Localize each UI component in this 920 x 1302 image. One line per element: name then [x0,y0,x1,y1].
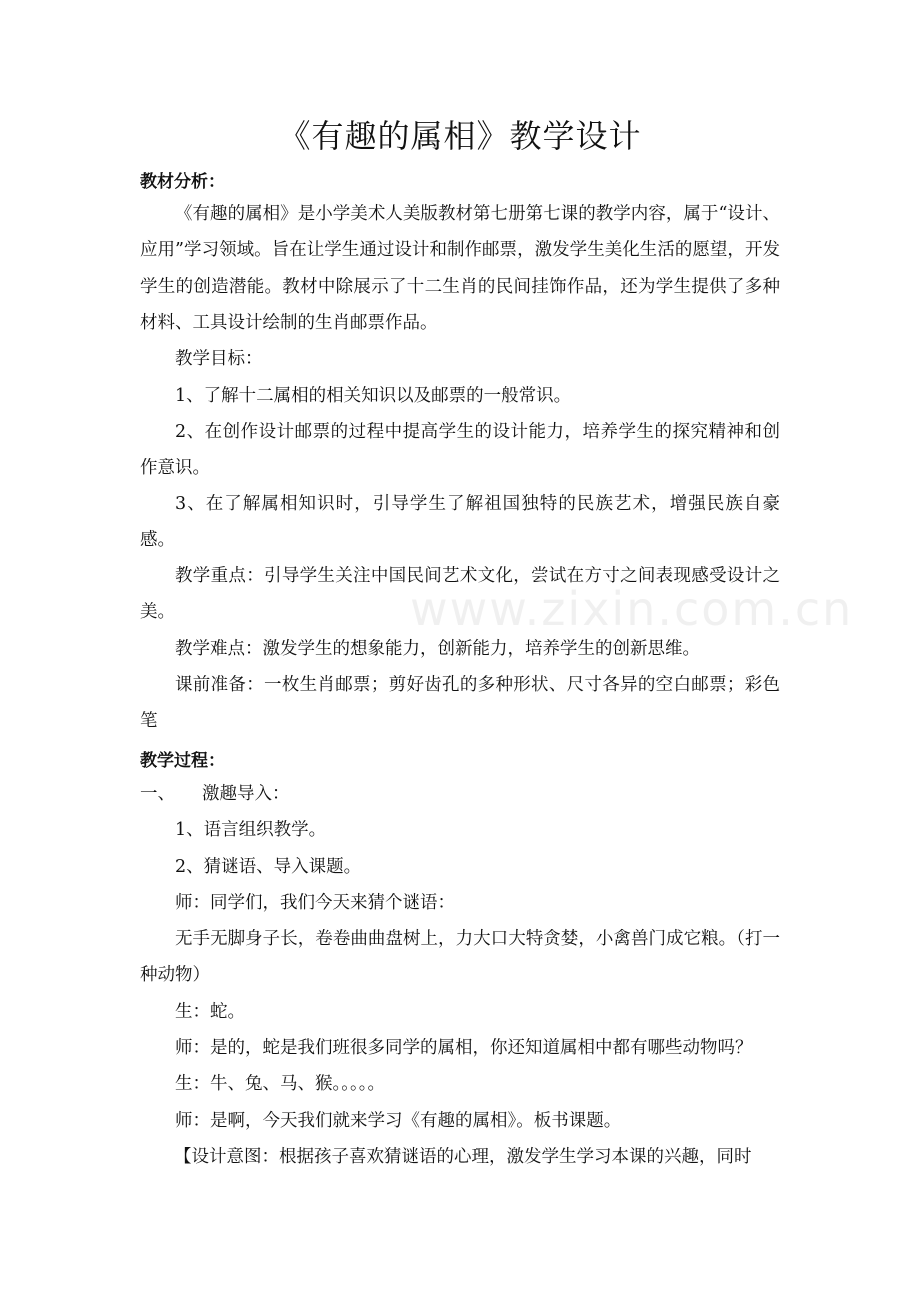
step-2: 2、猜谜语、导入课题。 [175,857,362,877]
step-title: 激趣导入： [202,784,290,804]
teacher-line-1: 师：同学们，我们今天来猜个谜语： [175,893,455,913]
document-title: 《有趣的属相》教学设计 [278,117,642,155]
student-line-1: 生：蛇。 [175,1002,245,1022]
goals-label: 教学目标： [175,349,263,369]
key-point: 教学重点：引导学生关注中国民间艺术文化，尝试在方寸之间表现感受设计之美。 [140,566,780,623]
analysis-paragraph: 《有趣的属相》是小学美术人美版教材第七册第七课的教学内容，属于“设计、应用”学习领域。旨在让学生通过设计和制作邮票，激发学生美化生活的愿望，开发学生的创造潜能。教材中除展示了十二生肖的民间挂饰作品，还为学生提供了多种材料、工具设计绘制的生肖邮票作品。 [140,204,780,333]
section-heading-process: 教学过程： [140,751,225,771]
section-heading-analysis: 教材分析： [140,172,225,192]
step-number: 一、 [140,784,175,804]
step-1: 1、语言组织教学。 [175,820,327,840]
difficulty: 教学难点：激发学生的想象能力，创新能力，培养学生的创新思维。 [175,639,700,659]
preparation: 课前准备：一枚生肖邮票；剪好齿孔的多种形状、尺寸各异的空白邮票；彩色笔 [140,675,780,732]
riddle: 无手无脚身子长，卷卷曲曲盘树上，力大口大特贪婪，小禽兽门成它粮。（打一种动物） [140,929,780,986]
teacher-line-2: 师：是的，蛇是我们班很多同学的属相，你还知道属相中都有哪些动物吗？ [175,1038,753,1058]
teacher-line-3: 师：是啊，今天我们就来学习《有趣的属相》。板书课题。 [175,1111,622,1131]
step-heading [140,776,780,812]
watermark: www.zixin.com.cn [410,582,854,636]
goal-1: 1、了解十二属相的相关知识以及邮票的一般常识。 [175,386,572,406]
student-line-2: 生：牛、兔、马、猴。。。。。 [175,1074,385,1094]
goal-2: 2、在创作设计邮票的过程中提高学生的设计能力，培养学生的探究精神和创作意识。 [140,422,780,479]
design-note: 【设计意图：根据孩子喜欢猜谜语的心理，激发学生学习本课的兴趣，同时 [174,1147,752,1167]
goal-3: 3、在了解属相知识时，引导学生了解祖国独特的民族艺术，增强民族自豪感。 [140,494,780,551]
